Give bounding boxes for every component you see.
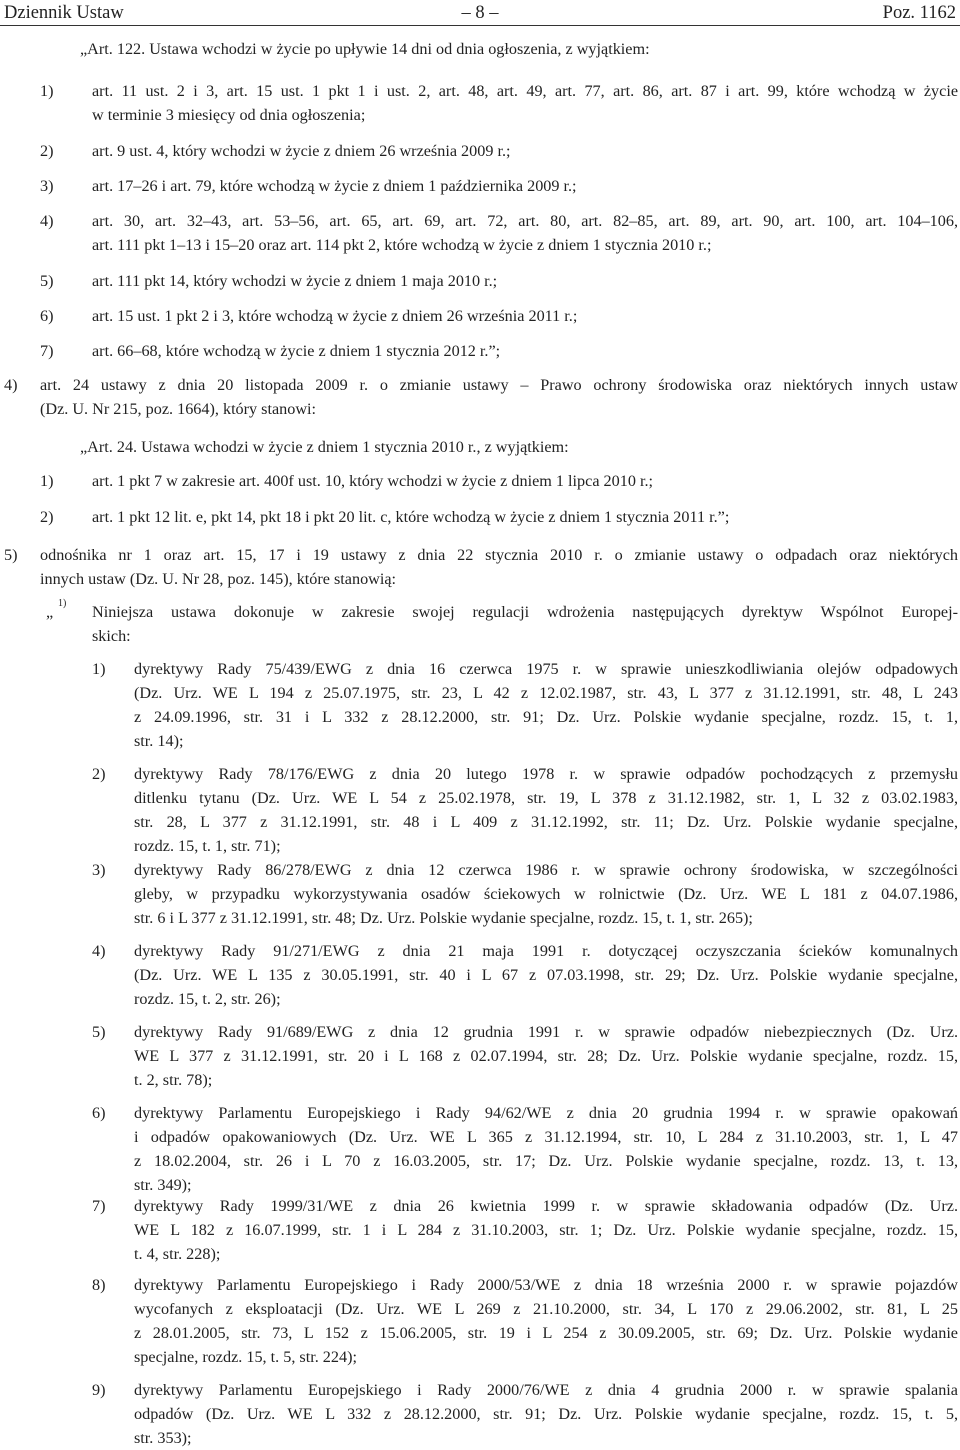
- directive-text: [134, 657, 958, 753]
- directive-line: z 18.02.2004, str. 26 i L 70 z 16.03.2005, str. 17; Dz. Urz. Polskie wydanie specjalne, rozdz. 13, t. 13,: [134, 1152, 958, 1170]
- art122-item-number: 1): [40, 82, 54, 100]
- directive-text: [134, 1101, 958, 1197]
- directive-line: t. 4, str. 228);: [134, 1245, 221, 1263]
- directive-line: rozdz. 15, t. 2, str. 26);: [134, 990, 281, 1008]
- item4-line: (Dz. U. Nr 215, poz. 1664), który stanowi:: [40, 400, 317, 418]
- item4-number: 4): [4, 376, 18, 394]
- art122-item-text: [92, 209, 958, 257]
- footnote-mark: „: [46, 603, 54, 621]
- art122-item-number: 7): [40, 342, 54, 360]
- directive-line: gleby, w przypadku wykorzystywania osadów ściekowych w rolnictwie (Dz. Urz. WE L 181 z 04.07.1986,: [134, 885, 958, 903]
- directive-line: str. 6 i L 377 z 31.12.1991, str. 48; Dz. Urz. Polskie wydanie specjalne, rozdz. 15, t. 1, str. 265);: [134, 909, 753, 927]
- art24-item-line: art. 1 pkt 7 w zakresie art. 400f ust. 10, który wchodzi w życie z dniem 1 lipca 2010 r.;: [92, 472, 654, 490]
- art122-item-line: art. 111 pkt 1–13 i 15–20 oraz art. 114 pkt 2, które wchodzą w życie z dniem 1 stycznia 2010 r.;: [92, 236, 712, 254]
- art122-item-text: [92, 79, 958, 127]
- art24-item-line: art. 1 pkt 12 lit. e, pkt 14, pkt 18 i pkt 20 lit. c, które wchodzą w życie z dniem 1 stycznia 2011 r.”;: [92, 508, 730, 526]
- art122-item-text: [92, 269, 958, 293]
- directive-number: 4): [92, 942, 106, 960]
- art122-item-number: 3): [40, 177, 54, 195]
- art122-item-line: art. 66–68, które wchodzą w życie z dniem 1 stycznia 2012 r.”;: [92, 342, 501, 360]
- art122-item-line: art. 9 ust. 4, który wchodzi w życie z dniem 26 września 2009 r.;: [92, 142, 511, 160]
- directive-line: dyrektywy Rady 86/278/EWG z dnia 12 czerwca 1986 r. w sprawie ochrony środowiska, w szczególności: [134, 861, 958, 879]
- position-number: Poz. 1162: [882, 3, 956, 23]
- item5-line: innych ustaw (Dz. U. Nr 28, poz. 145), które stanowią:: [40, 570, 397, 588]
- item4-line: art. 24 ustawy z dnia 20 listopada 2009 r. o zmianie ustawy – Prawo ochrony środowiska oraz niektórych innych ustaw: [40, 376, 958, 394]
- directive-line: wycofanych z eksploatacji (Dz. Urz. WE L 269 z 21.10.2000, str. 34, L 170 z 29.06.2002, str. 81, L 25: [134, 1300, 958, 1318]
- directive-line: dyrektywy Rady 91/689/EWG z dnia 12 grudnia 1991 r. w sprawie odpadów niebezpiecznych (Dz. Urz.: [134, 1023, 958, 1041]
- directive-number: 9): [92, 1381, 106, 1399]
- journal-title: Dziennik Ustaw: [4, 3, 124, 23]
- directive-line: str. 349);: [134, 1176, 192, 1194]
- directive-number: 6): [92, 1104, 106, 1122]
- art24-item-number: 1): [40, 472, 54, 490]
- page-header: [0, 0, 960, 26]
- page-number: – 8 –: [461, 3, 499, 23]
- footnote-line: skich:: [92, 627, 131, 645]
- directive-number: 2): [92, 765, 106, 783]
- directive-number: 7): [92, 1197, 106, 1215]
- directive-number: 8): [92, 1276, 106, 1294]
- directive-text: [134, 1378, 958, 1450]
- art122-item-number: 6): [40, 307, 54, 325]
- directive-line: dyrektywy Parlamentu Europejskiego i Rady 2000/53/WE z dnia 18 września 2000 r. w sprawie pojazdów: [134, 1276, 958, 1294]
- art122-item-number: 5): [40, 272, 54, 290]
- directive-line: WE L 377 z 31.12.1991, str. 20 i L 168 z 02.07.1994, str. 28; Dz. Urz. Polskie wydanie specjalne, rozdz. 15,: [134, 1047, 958, 1065]
- directive-text: [134, 1194, 958, 1266]
- directive-line: dyrektywy Rady 1999/31/WE z dnia 26 kwietnia 1999 r. w sprawie składowania odpadów (Dz. Urz.: [134, 1197, 958, 1215]
- directive-line: dyrektywy Parlamentu Europejskiego i Rady 2000/76/WE z dnia 4 grudnia 2000 r. w sprawie spalania: [134, 1381, 958, 1399]
- header-rule: [0, 25, 960, 26]
- item5-number: 5): [4, 546, 18, 564]
- art122-intro: [80, 37, 958, 61]
- art122-item-text: [92, 304, 958, 328]
- art122-item-line: art. 30, art. 32–43, art. 53–56, art. 65, art. 69, art. 72, art. 80, art. 82–85, art. 89, art. 90, art. 100, art. 104–106,: [92, 212, 958, 230]
- directive-number: 1): [92, 660, 106, 678]
- directive-number: 3): [92, 861, 106, 879]
- directive-line: (Dz. Urz. WE L 135 z 30.05.1991, str. 40 i L 67 z 07.03.1998, str. 29; Dz. Urz. Polskie wydanie specjalne,: [134, 966, 958, 984]
- art122-item-line: art. 15 ust. 1 pkt 2 i 3, które wchodzą w życie z dniem 26 września 2011 r.;: [92, 307, 578, 325]
- art122-item-text: [92, 139, 958, 163]
- directive-text: [134, 858, 958, 930]
- directive-text: [134, 1020, 958, 1092]
- directive-line: str. 28, L 377 z 31.12.1991, str. 48 i L 409 z 31.12.1992, str. 11; Dz. Urz. Polskie wydanie specjalne,: [134, 813, 958, 831]
- art24-intro-line: „Art. 24. Ustawa wchodzi w życie z dniem 1 stycznia 2010 r., z wyjątkiem:: [80, 438, 569, 456]
- art24-item-text: [92, 505, 958, 529]
- directive-line: (Dz. Urz. WE L 194 z 25.07.1975, str. 23, L 42 z 12.02.1987, str. 43, L 377 z 31.12.1991, str. 48, L 243: [134, 684, 958, 702]
- item5-line: odnośnika nr 1 oraz art. 15, 17 i 19 ustawy z dnia 22 stycznia 2010 r. o zmianie ustawy o odpadach oraz niektórych: [40, 546, 958, 564]
- directive-line: dyrektywy Rady 91/271/EWG z dnia 21 maja 1991 r. dotyczącej oczyszczania ścieków komunalnych: [134, 942, 958, 960]
- directive-text: [134, 939, 958, 1011]
- art122-item-line: art. 111 pkt 14, który wchodzi w życie z dniem 1 maja 2010 r.;: [92, 272, 498, 290]
- art24-item-text: [92, 469, 958, 493]
- directive-line: rozdz. 15, t. 1, str. 71);: [134, 837, 281, 855]
- footnote-line: Niniejsza ustawa dokonuje w zakresie swojej regulacji wdrożenia następujących dyrektyw Wspólnot Europej-: [92, 603, 958, 621]
- art24-item-number: 2): [40, 508, 54, 526]
- art24-intro: [80, 435, 958, 459]
- directive-line: specjalne, rozdz. 15, t. 5, str. 224);: [134, 1348, 357, 1366]
- item4-text: [40, 373, 958, 421]
- directive-line: z 24.09.1996, str. 31 i L 332 z 28.12.2000, str. 91; Dz. Urz. Polskie wydanie specjalne, rozdz. 15, t. 1,: [134, 708, 958, 726]
- directive-line: WE L 182 z 16.07.1999, str. 1 i L 284 z 31.10.2003, str. 1; Dz. Urz. Polskie wydanie specjalne, rozdz. 15,: [134, 1221, 958, 1239]
- art122-item-line: w terminie 3 miesięcy od dnia ogłoszenia;: [92, 106, 366, 124]
- art122-item-text: [92, 174, 958, 198]
- directive-line: i odpadów opakowaniowych (Dz. Urz. WE L 365 z 31.12.1994, str. 10, L 284 z 31.10.2003, str. 1, L 47: [134, 1128, 958, 1146]
- directive-text: [134, 762, 958, 858]
- directive-text: [134, 1273, 958, 1369]
- directive-line: z 28.01.2005, str. 73, L 152 z 15.06.2005, str. 19 i L 254 z 30.09.2005, str. 69; Dz. Urz. Polskie wydanie: [134, 1324, 958, 1342]
- directive-line: dyrektywy Rady 78/176/EWG z dnia 20 lutego 1978 r. w sprawie odpadów pochodzących z przemysłu: [134, 765, 958, 783]
- item5-text: [40, 543, 958, 591]
- directive-line: dyrektywy Rady 75/439/EWG z dnia 16 czerwca 1975 r. w sprawie unieszkodliwiania olejów odpadowych: [134, 660, 958, 678]
- directive-line: ditlenku tytanu (Dz. Urz. WE L 54 z 25.02.1978, str. 19, L 378 z 31.12.1982, str. 1, L 32 z 03.02.1983,: [134, 789, 958, 807]
- document-page: Dziennik Ustaw – 8 – Poz. 1162 „Art. 122. Ustawa wchodzi w życie po upływie 14 dni od dnia ogłoszenia, z wyjątkiem: 1) art. 11 ust. 2 i 3, art. 15 ust. 1 pkt 1 i ust. 2, art. 48, art. 49, art. 77, art. 86, art. 87 i art. 99, które wchodzą w życie w terminie 3 miesięcy od dnia ogłoszenia; 2) art. 9 ust. 4, który wchodzi w życie z dniem 26 września 2009 r.; 3) art. 17–26 i art. 79, które wchodzą w życie z dniem 1 października 2009 r.; 4) art. 30, art. 32–43, art. 53–56, art. 65, art. 69, art. 72, art. 80, art. 82–85, art. 89, art. 90, art. 100, art. 104–106, art. 111 pkt 1–13 i 15–20 oraz art. 114 pkt 2, które wchodzą w życie z dniem 1 stycznia 2010 r.; 5) art. 111 pkt 14, który wchodzi w życie z dniem 1 maja 2010 r.; 6) art. 15 ust. 1 pkt 2 i 3, które wchodzą w życie z dniem 26 września 2011 r.; 7) art. 66–68, które wchodzą w życie z dniem 1 stycznia 2012 r.”; 4) art. 24 ustawy z dnia 20 listopada 2009 r. o zmianie ustawy – Prawo ochrony środowiska oraz niektórych innych ustaw (Dz. U. Nr 215, poz. 1664), który stanowi: „Art. 24. Ustawa wchodzi w życie z dniem 1 stycznia 2010 r., z wyjątkiem: 1) art. 1 pkt 7 w zakresie art. 400f ust. 10, który wchodzi w życie z dniem 1 lipca 2010 r.; 2) art. 1 pkt 12 lit. e, pkt 14, pkt 18 i pkt 20 lit. c, które wchodzą w życie z dniem 1 stycznia 2011 r.”; 5) odnośnika nr 1 oraz art. 15, 17 i 19 ustawy z dnia 22 stycznia 2010 r. o zmianie ustawy o odpadach oraz niektórych innych ustaw (Dz. U. Nr 28, poz. 145), które stanowią: „ 1) Niniejsza ustawa dokonuje w zakresie swojej regulacji wdrożenia następujących dyrektyw Wspólnot Europej- skich: 1) dyrektywy Rady 75/439/EWG z dnia 16 czerwca 1975 r. w sprawie unieszkodliwiania olejów odpadowych (Dz. Urz. WE L 194 z 25.07.1975, str. 23, L 42 z 12.02.1987, str. 43, L 377 z 31.12.1991, str. 48, L 243 z 24.09.1996, str. 31 i L 332 z 28.12.2000, str. 91; Dz. Urz. Polskie wydanie specjalne, rozdz. 15, t. 1, str. 14); 2) dyrektywy Rady 78/176/EWG z dnia 20 lutego 1978 r. w sprawie odpadów pochodzących z przemysłu ditlenku tytanu (Dz. Urz. WE L 54 z 25.02.1978, str. 19, L 378 z 31.12.1982, str. 1, L 32 z 03.02.1983, str. 28, L 377 z 31.12.1991, str. 48 i L 409 z 31.12.1992, str. 11; Dz. Urz. Polskie wydanie specjalne, rozdz. 15, t. 1, str. 71); 3) dyrektywy Rady 86/278/EWG z dnia 12 czerwca 1986 r. w sprawie ochrony środowiska, w szczególności gleby, w przypadku wykorzystywania osadów ściekowych w rolnictwie (Dz. Urz. WE L 181 z 04.07.1986, str. 6 i L 377 z 31.12.1991, str. 48; Dz. Urz. Polskie wydanie specjalne, rozdz. 15, t. 1, str. 265); 4) dyrektywy Rady 91/271/EWG z dnia 21 maja 1991 r. dotyczącej oczyszczania ścieków komunalnych (Dz. Urz. WE L 135 z 30.05.1991, str. 40 i L 67 z 07.03.1998, str. 29; Dz. Urz. Polskie wydanie specjalne, rozdz. 15, t. 2, str. 26); 5) dyrektywy Rady 91/689/EWG z dnia 12 grudnia 1991 r. w sprawie odpadów niebezpiecznych (Dz. Urz. WE L 377 z 31.12.1991, str. 20 i L 168 z 02.07.1994, str. 28; Dz. Urz. Polskie wydanie specjalne, rozdz. 15, t. 2, str. 78); 6) dyrektywy Parlamentu Europejskiego i Rady 94/62/WE z dnia 20 grudnia 1994 r. w sprawie opakowań i odpadów opakowaniowych (Dz. Urz. WE L 365 z 31.12.1994, str. 10, L 284 z 31.10.2003, str. 1, L 47 z 18.02.2004, str. 26 i L 70 z 16.03.2005, str. 17; Dz. Urz. Polskie wydanie specjalne, rozdz. 13, t. 13, str. 349); 7) dyrektywy Rady 1999/31/WE z dnia 26 kwietnia 1999 r. w sprawie składowania odpadów (Dz. Urz. WE L 182 z 16.07.1999, str. 1 i L 284 z 31.10.2003, str. 1; Dz. Urz. Polskie wydanie specjalne, rozdz. 15, t. 4, str. 228); 8) dyrektywy Parlamentu Europejskiego i Rady 2000/53/WE z dnia 18 września 2000 r. w sprawie pojazdów wycofanych z eksploatacji (Dz. Urz. WE L 269 z 21.10.2000, str. 34, L 170 z 29.06.2002, str. 81, L 25 z 28.01.2005, str. 73, L 152 z 15.06.2005, str. 19 i L 254 z 30.09.2005, str. 69; Dz. Urz. Polskie wydanie specjalne, rozdz. 15, t. 5, str. 224); 9) dyrektywy Parlamentu Europejskiego i Rady 2000/76/WE z dnia 4 grudnia 2000 r. w sprawie spalania odpadów (Dz. Urz. WE L 332 z 28.12.2000, str. 91; Dz. Urz. Polskie wydanie specjalne, rozdz. 15, t. 5, str. 353);: [0, 0, 960, 1444]
- directive-line: odpadów (Dz. Urz. WE L 332 z 28.12.2000, str. 91; Dz. Urz. Polskie wydanie specjalne, rozdz. 15, t. 5,: [134, 1405, 958, 1423]
- directive-line: dyrektywy Parlamentu Europejskiego i Rady 94/62/WE z dnia 20 grudnia 1994 r. w sprawie opakowań: [134, 1104, 958, 1122]
- directive-line: t. 2, str. 78);: [134, 1071, 213, 1089]
- art122-item-text: [92, 339, 958, 363]
- directive-line: str. 14);: [134, 732, 184, 750]
- directive-number: 5): [92, 1023, 106, 1041]
- directive-line: str. 353);: [134, 1429, 192, 1447]
- art122-item-number: 2): [40, 142, 54, 160]
- art122-item-number: 4): [40, 212, 54, 230]
- art122-intro-line: „Art. 122. Ustawa wchodzi w życie po upływie 14 dni od dnia ogłoszenia, z wyjątkiem:: [80, 40, 650, 58]
- art122-item-line: art. 11 ust. 2 i 3, art. 15 ust. 1 pkt 1 i ust. 2, art. 48, art. 49, art. 77, art. 86, art. 87 i art. 99, które wchodzą w życie: [92, 82, 958, 100]
- footnote-text: [92, 600, 958, 648]
- art122-item-line: art. 17–26 i art. 79, które wchodzą w życie z dniem 1 października 2009 r.;: [92, 177, 577, 195]
